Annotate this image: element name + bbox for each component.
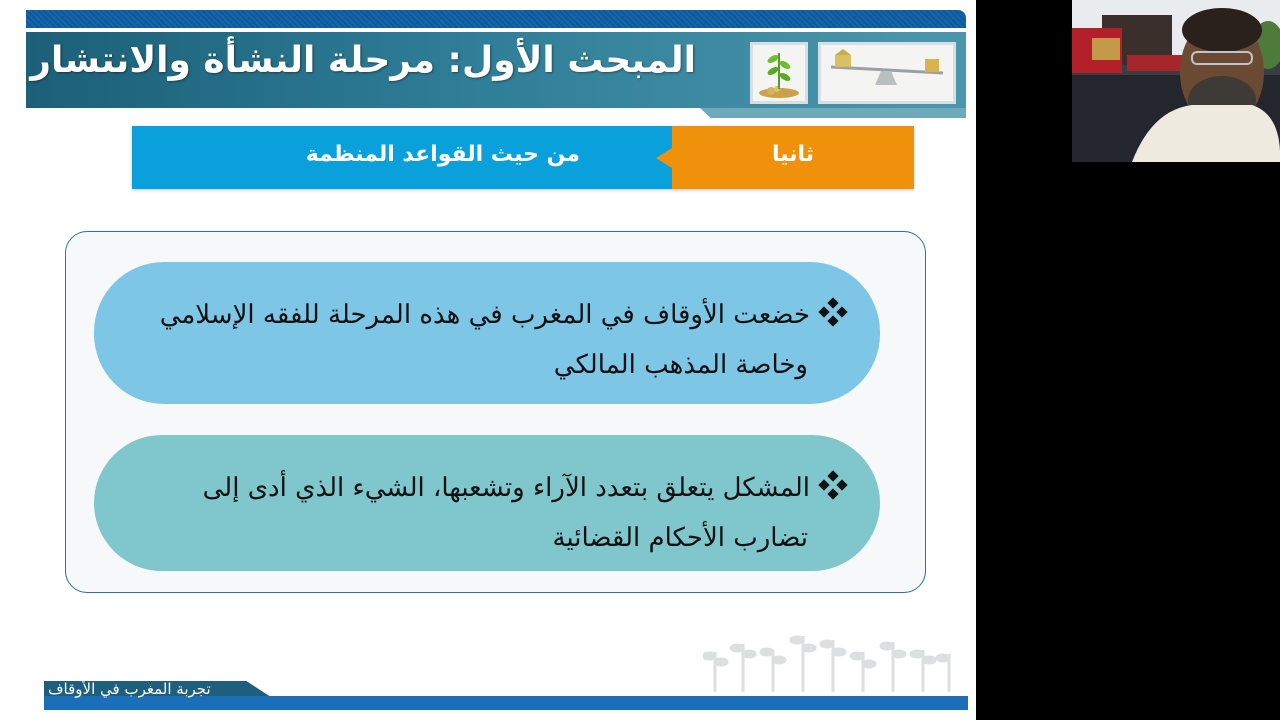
presenter-webcam-video[interactable] [1072,0,1280,162]
title-band-accent [700,108,966,118]
subheader-bar [132,126,914,189]
arrow-notch-icon [656,148,672,168]
subheader-section-tab [672,126,914,189]
point-1-line-1: خضعت الأوقاف في المغرب في هذه المرحلة للفقه الإسلامي [154,290,846,340]
footer-bar [44,696,968,710]
subheader-section-label: ثانيا [771,142,814,167]
footer-label: تجربة المغرب في الأوقاف [48,680,211,698]
subheader-topic: من حيث القواعد المنظمة [305,142,580,167]
plants-decoration-icon [703,630,957,692]
point-card-1 [94,262,880,404]
slide-title: المبحث الأول: مرحلة النشأة والانتشار [30,40,696,81]
point-2-line-2: تضارب الأحكام القضائية [552,523,808,553]
point-card-2 [94,435,880,571]
balance-scale-image [818,42,956,104]
point-1-line-2: وخاصة المذهب المالكي [553,350,808,380]
diamond-bullet-icon [820,472,846,498]
presenter-video-frame [1072,0,1280,162]
diamond-bullet-icon [820,299,846,325]
plant-coins-image [750,42,808,104]
point-2-line-1: المشكل يتعلق بتعدد الآراء وتشعبها، الشيء الذي أدى إلى [154,463,846,513]
header-stripe [26,10,966,28]
